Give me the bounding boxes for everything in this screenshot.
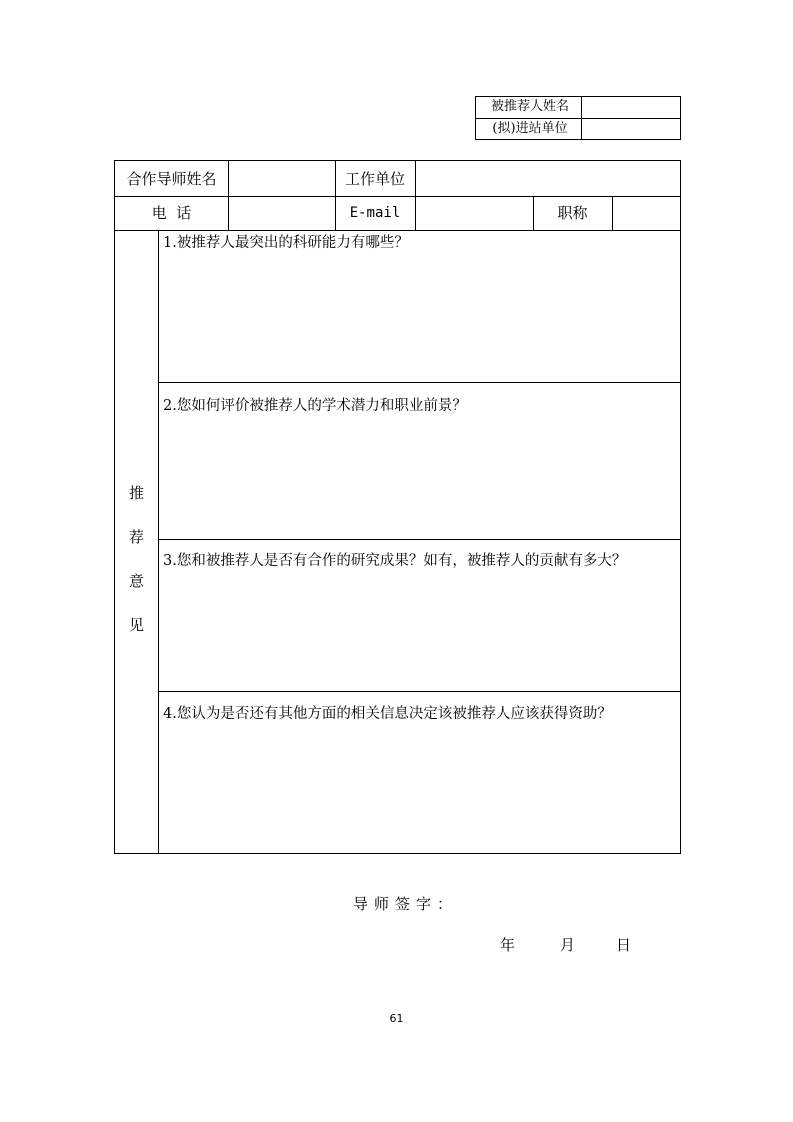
- table-divider: [158, 230, 159, 853]
- email-label: E-mail: [349, 205, 401, 221]
- question-3: 3.您和被推荐人是否有合作的研究成果？如有，被推荐人的贡献有多大？: [163, 553, 627, 569]
- recommendation-label-char: 荐: [128, 528, 144, 546]
- table-divider: [415, 161, 416, 230]
- question-1: 1.被推荐人最突出的科研能力有哪些？: [163, 235, 409, 251]
- recommendation-label-char: 见: [128, 616, 144, 634]
- recommendation-label-char: 推: [128, 484, 144, 502]
- nominee-name-label: 被推荐人姓名: [490, 99, 569, 114]
- unit-label: (拟)进站单位: [492, 121, 568, 136]
- date-day-label: 日: [616, 936, 632, 954]
- table-divider: [158, 691, 680, 692]
- date-month-label: 月: [560, 936, 576, 954]
- recommendation-label-char: 意: [128, 572, 144, 590]
- date-year-label: 年: [500, 936, 516, 954]
- advisor-signature-label: 导师签字：: [353, 895, 459, 913]
- table-divider: [228, 161, 229, 230]
- recommendation-label: [115, 479, 158, 655]
- advisor-name-label: 合作导师姓名: [126, 170, 217, 188]
- title-label: 职称: [557, 204, 588, 222]
- work-unit-label: 工作单位: [344, 170, 405, 188]
- question-2: 2.您如何评价被推荐人的学术潜力和职业前景？: [163, 398, 467, 414]
- recommendation-form-table: [114, 160, 681, 854]
- table-divider: [158, 539, 680, 540]
- phone-label: 电 话: [151, 204, 192, 222]
- table-divider: [612, 196, 613, 230]
- table-divider: [158, 382, 680, 383]
- page-number: 61: [389, 1012, 404, 1025]
- question-4: 4.您认为是否还有其他方面的相关信息决定该被推荐人应该获得资助？: [163, 706, 612, 722]
- table-divider: [581, 97, 582, 139]
- nominee-info-table: [475, 96, 681, 140]
